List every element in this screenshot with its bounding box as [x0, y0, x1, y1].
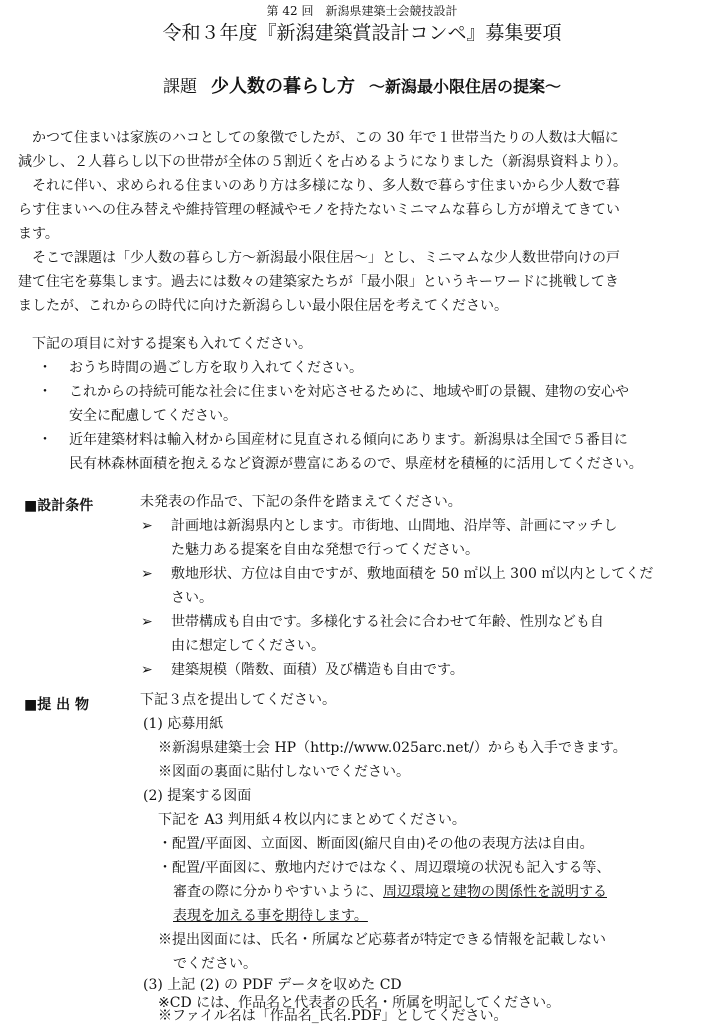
intro-line: かつて住まいは家族のハコとしての象徴でしたが、この 30 年で１世帯当たりの人数は大幅に — [18, 130, 619, 146]
intro-line: ましたが、これからの時代に向けた新潟らしい最小限住居を考えてください。 — [18, 298, 508, 314]
submission-note: ※提出図面には、氏名・所属など応募者が特定できる情報を記載しない — [158, 932, 606, 948]
submission-drawings-lead: 下記を A3 判用紙４枚以内にまとめてください。 — [158, 812, 466, 828]
submission-item-label: (1) 応募用紙 — [143, 716, 224, 732]
drawings-point-cont-text: 審査の際に分かりやすいように、 — [173, 884, 383, 900]
proposal-lead: 下記の項目に対する提案も入れてください。 — [18, 336, 312, 352]
drawings-point: ・配置/平面図、立面図、断面図(縮尺自由)その他の表現方法は自由。 — [158, 836, 594, 852]
design-condition-item: 建築規模（階数、面積）及び構造も自由です。 — [171, 662, 464, 678]
design-condition-cont: さい。 — [171, 590, 213, 606]
subject-main: 少人数の暮らし方 — [210, 76, 355, 97]
drawings-point: ・配置/平面図に、敷地内だけではなく、周辺環境の状況も記入する等、 — [158, 860, 611, 876]
design-condition-cont: 由に想定してください。 — [171, 638, 325, 654]
intro-line: 建て住宅を募集します。過去には数々の建築家たちが「最小限」というキーワードに挑戦してき — [18, 274, 619, 290]
section-heading-submissions: ■提 出 物 — [24, 697, 89, 713]
proposal-item: これからの持続可能な社会に住まいを対応させるために、地域や町の景観、建物の安心や — [69, 384, 629, 400]
design-condition-item: 計画地は新潟県内とします。市街地、山間地、沿岸等、計画にマッチし — [171, 518, 618, 534]
submission-item-label: (3) 上記 (2) の PDF データを収めた CD — [143, 977, 402, 993]
competition-name: 第 42 回 新潟県建築士会競技設計 — [266, 4, 458, 18]
submission-note: ※図面の裏面に貼付しないでください。 — [158, 764, 410, 780]
submissions-lead: 下記３点を提出してください。 — [140, 692, 336, 708]
drawings-point-emphasis-end: 表現を加える事を期待します。 — [173, 908, 368, 924]
arrow-bullet-icon: ➢ — [141, 662, 153, 678]
submission-note: ※CD には、作品名と代表者の氏名・所属を明記してください。 — [158, 995, 561, 1011]
proposal-bullet: ・ — [38, 384, 52, 400]
intro-line: 減少し、２人暮らし以下の世帯が全体の５割近くを占めるようになりました（新潟県資料より）。 — [18, 154, 627, 170]
submission-note: ※新潟県建築士会 HP（http://www.025arc.net/）からも入手できます。 — [158, 740, 627, 756]
submission-item-label: (2) 提案する図面 — [143, 788, 252, 804]
arrow-bullet-icon: ➢ — [141, 614, 153, 630]
section-heading-design-conditions: ■設計条件 — [24, 498, 94, 514]
proposal-item-cont: 民有林森林面積を抱えるなど資源が豊富にあるので、県産材を積極的に活用してください。 — [69, 456, 643, 472]
proposal-item: おうち時間の過ごし方を取り入れてください。 — [69, 360, 363, 376]
drawings-point-emphasis: 周辺環境と建物の関係性を説明する — [383, 884, 607, 900]
submission-note-cont: でください。 — [173, 956, 257, 972]
subject-line — [0, 72, 724, 98]
design-condition-cont: た魅力ある提案を自由な発想で行ってください。 — [171, 542, 479, 558]
drawings-point-cont — [173, 881, 607, 905]
proposal-bullet: ・ — [38, 432, 52, 448]
subject-label: 課題 — [162, 77, 197, 97]
intro-line: らす住まいへの住み替えや維持管理の軽減やモノを持たないミニマムな暮らし方が増えてきてい — [18, 202, 620, 218]
intro-line: ます。 — [18, 226, 59, 242]
intro-line: それに伴い、求められる住まいのあり方は多様になり、多人数で暮らす住まいから少人数で暮 — [18, 178, 620, 194]
subject-sub: 〜新潟最小限住居の提案〜 — [368, 77, 561, 96]
proposal-item-cont: 安全に配慮してください。 — [69, 408, 237, 424]
arrow-bullet-icon: ➢ — [141, 518, 153, 534]
design-condition-item: 世帯構成も自由です。多様化する社会に合わせて年齢、性別なども自 — [171, 614, 604, 630]
proposal-item: 近年建築材料は輸入材から国産材に見直される傾向にあります。新潟県は全国で５番目に — [69, 432, 628, 448]
submission-note: ※ファイル名は「作品名_氏名.PDF」としてください。 — [158, 1008, 508, 1024]
intro-line: そこで課題は「少人数の暮らし方〜新潟最小限住居〜」とし、ミニマムな少人数世帯向けの戸 — [18, 250, 620, 266]
design-condition-item: 敷地形状、方位は自由ですが、敷地面積を 50 ㎡以上 300 ㎡以内としてくだ — [171, 566, 654, 582]
arrow-bullet-icon: ➢ — [141, 566, 153, 582]
proposal-bullet: ・ — [38, 360, 52, 376]
design-conditions-lead: 未発表の作品で、下記の条件を踏まえてください。 — [140, 494, 462, 510]
page-title: 令和３年度『新潟建築賞設計コンペ』募集要項 — [162, 22, 562, 44]
